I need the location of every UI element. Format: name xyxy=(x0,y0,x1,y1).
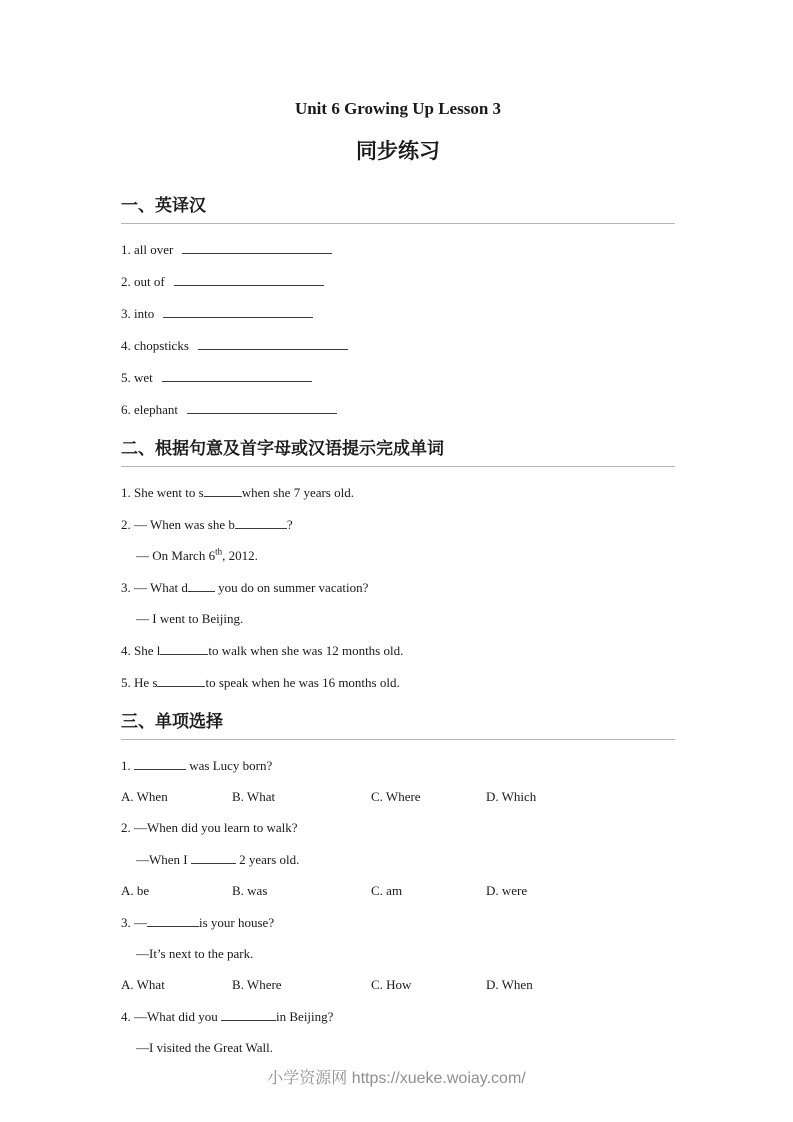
s3-q3-pre: 3. — xyxy=(121,915,147,930)
answer-blank xyxy=(188,580,215,592)
answer-blank xyxy=(198,338,348,350)
s3-q4-pre: 4. —What did you xyxy=(121,1009,222,1024)
s2-line-3-pre: — On March 6 xyxy=(136,548,216,563)
answer-blank xyxy=(187,402,337,414)
answer-blank xyxy=(235,517,287,529)
answer-blank xyxy=(162,370,312,382)
s3-q1-options xyxy=(121,790,675,803)
answer-blank xyxy=(182,242,332,254)
s2-line-2-post: ? xyxy=(286,517,293,532)
answer-blank xyxy=(163,306,313,318)
s3-q4-reply-text: —I visited the Great Wall. xyxy=(136,1040,273,1055)
s2-line-6-post: to walk when she was 12 months old. xyxy=(208,643,404,658)
s2-line-5-text: — I went to Beijing. xyxy=(136,611,244,626)
option-d: D. Which xyxy=(486,789,537,804)
s3-q1-pre: 1. xyxy=(121,758,134,773)
answer-blank xyxy=(157,675,205,687)
answer-blank xyxy=(204,485,242,497)
option-a: A. What xyxy=(121,977,165,992)
page-title: Unit 6 Growing Up Lesson 3 xyxy=(294,99,502,118)
option-b: B. What xyxy=(232,789,276,804)
s3-q1-post: was Lucy born? xyxy=(186,758,273,773)
option-c: C. Where xyxy=(371,789,421,804)
s3-q3-reply xyxy=(136,947,675,960)
s3-q4-stem xyxy=(121,1009,675,1023)
s2-line-1 xyxy=(121,485,675,499)
s1-item-4-text: 4. chopsticks xyxy=(121,338,189,353)
s3-q3-post: is your house? xyxy=(199,915,275,930)
s1-item-5 xyxy=(121,370,675,384)
s2-line-3 xyxy=(136,546,675,563)
s2-line-4 xyxy=(121,580,675,594)
option-d: D. were xyxy=(486,883,528,898)
s3-q4-post: in Beijing? xyxy=(276,1009,334,1024)
option-b: B. Where xyxy=(232,977,282,992)
section-3-heading: 三、单项选择 xyxy=(121,707,675,740)
s3-q2-reply xyxy=(136,852,675,866)
s2-line-4-pre: 3. — What d xyxy=(121,580,188,595)
section-2-heading: 二、根据句意及首字母或汉语提示完成单词 xyxy=(121,434,675,467)
s3-q1-stem xyxy=(121,758,675,772)
s3-q2-line1: 2. —When did you learn to walk? xyxy=(121,820,298,835)
s1-item-6-text: 6. elephant xyxy=(121,402,179,417)
answer-blank xyxy=(160,643,208,655)
s2-line-1-pre: 1. She went to s xyxy=(121,485,204,500)
s2-line-3-post: , 2012. xyxy=(222,548,258,563)
s1-item-3 xyxy=(121,306,675,320)
s1-item-2 xyxy=(121,274,675,288)
s2-line-1-post: when she 7 years old. xyxy=(241,485,354,500)
s2-line-7-post: to speak when he was 16 months old. xyxy=(205,675,400,690)
s2-line-2 xyxy=(121,517,675,531)
answer-blank xyxy=(174,274,324,286)
option-c: C. How xyxy=(371,977,412,992)
option-c: C. am xyxy=(371,883,403,898)
ordinal-superscript: th xyxy=(215,546,223,557)
s3-q3-reply-text: —It’s next to the park. xyxy=(136,946,254,961)
page-subtitle: 同步练习 xyxy=(356,140,440,163)
s3-q2-reply-post: 2 years old. xyxy=(235,852,300,867)
site-watermark: 小学资源网 https://xueke.woiay.com/ xyxy=(267,1070,526,1087)
s1-item-5-text: 5. wet xyxy=(121,370,153,385)
answer-blank xyxy=(147,915,199,927)
s2-line-2-pre: 2. — When was she b xyxy=(121,517,235,532)
answer-blank xyxy=(134,758,186,770)
section-1-heading: 一、英译汉 xyxy=(121,191,675,224)
s3-q3-stem xyxy=(121,915,675,929)
s1-item-1 xyxy=(121,242,675,256)
s2-line-6-pre: 4. She l xyxy=(121,643,161,658)
s2-line-5 xyxy=(136,612,675,625)
option-a: A. When xyxy=(121,789,168,804)
s3-q2-reply-pre: —When I xyxy=(136,852,191,867)
answer-blank xyxy=(221,1009,276,1021)
s1-item-3-text: 3. into xyxy=(121,306,155,321)
option-b: B. was xyxy=(232,883,268,898)
s2-line-7-pre: 5. He s xyxy=(121,675,158,690)
s1-item-4 xyxy=(121,338,675,352)
s2-line-6 xyxy=(121,643,675,657)
s1-item-2-text: 2. out of xyxy=(121,274,165,289)
option-d: D. When xyxy=(486,977,533,992)
answer-blank xyxy=(191,852,236,864)
s3-q3-options xyxy=(121,978,675,991)
s3-q2-options xyxy=(121,884,675,897)
s2-line-4-post: you do on summer vacation? xyxy=(214,580,369,595)
option-a: A. be xyxy=(121,883,150,898)
s3-q4-reply xyxy=(136,1041,675,1054)
s3-q2-stem xyxy=(121,821,675,834)
s2-line-7 xyxy=(121,675,675,689)
s1-item-6 xyxy=(121,402,675,416)
s1-item-1-text: 1. all over xyxy=(121,242,174,257)
